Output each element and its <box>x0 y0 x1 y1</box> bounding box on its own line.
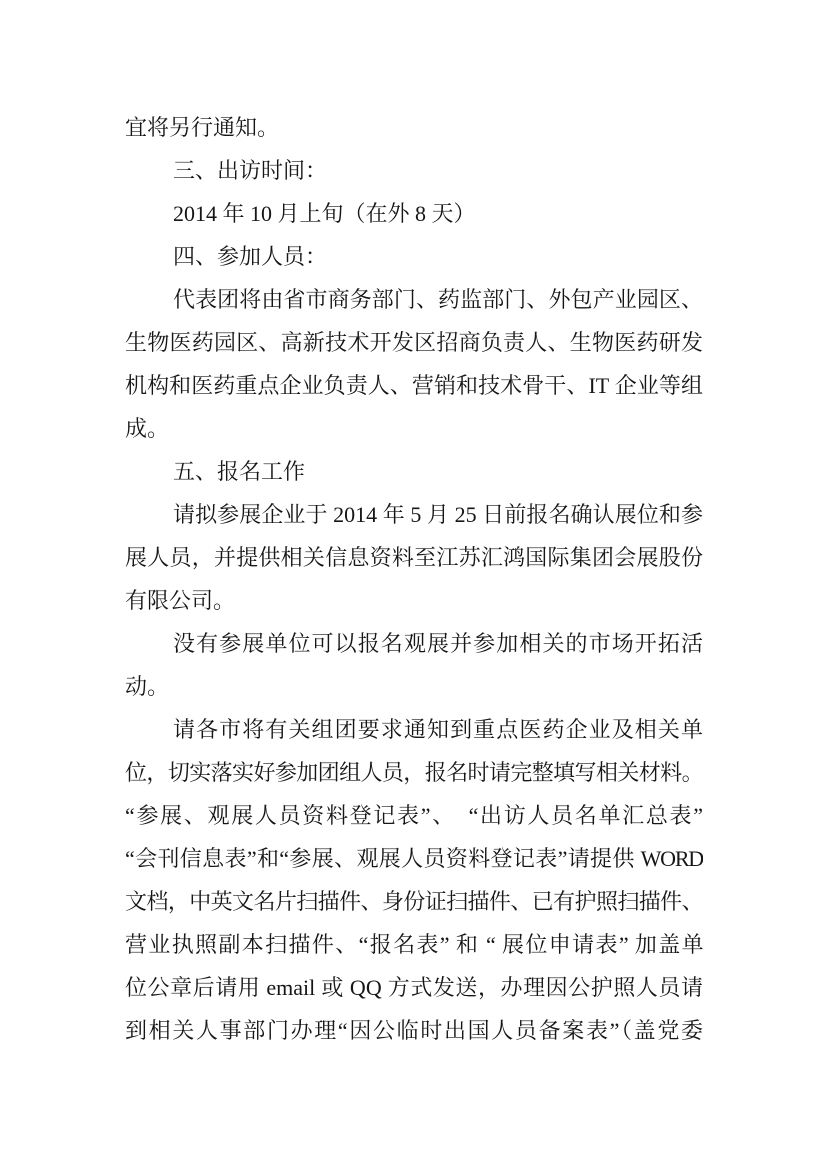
doc-line: 文档，中英文名片扫描件、身份证扫描件、已有护照扫描件、 <box>125 889 703 914</box>
document-text-block <box>125 106 703 1052</box>
doc-line: “参展、观展人员资料登记表”、 “出访人员名单汇总表” <box>125 803 703 828</box>
doc-line: 成。 <box>125 416 170 441</box>
doc-line: 到相关人事部门办理“因公临时出国人员备案表”（盖党委 <box>125 1018 703 1043</box>
doc-line: “会刊信息表”和“参展、观展人员资料登记表”请提供 WORD <box>125 846 703 871</box>
doc-line: 展人员，并提供相关信息资料至江苏汇鸿国际集团会展股份 <box>125 545 703 570</box>
doc-line: 有限公司。 <box>125 588 236 613</box>
doc-line: 位公章后请用 email 或 QQ 方式发送，办理因公护照人员请 <box>125 975 703 1000</box>
doc-line: 宜将另行通知。 <box>125 115 280 140</box>
doc-line: 没有参展单位可以报名观展并参加相关的市场开拓活 <box>173 631 703 656</box>
doc-line: 代表团将由省市商务部门、药监部门、外包产业园区、 <box>173 287 703 312</box>
section-heading: 三、出访时间： <box>173 158 328 183</box>
doc-line: 位，切实落实好参加团组人员，报名时请完整填写相关材料。 <box>125 760 703 785</box>
doc-line: 2014 年 10 月上旬（在外 8 天） <box>173 201 476 226</box>
doc-line: 请各市将有关组团要求通知到重点医药企业及相关单 <box>173 717 703 742</box>
doc-line: 请拟参展企业于 2014 年 5 月 25 日前报名确认展位和参 <box>173 502 703 527</box>
section-heading: 五、报名工作 <box>173 459 306 484</box>
doc-line: 机构和医药重点企业负责人、营销和技术骨干、IT 企业等组 <box>125 373 703 398</box>
section-heading: 四、参加人员： <box>173 244 328 269</box>
doc-line: 生物医药园区、高新技术开发区招商负责人、生物医药研发 <box>125 330 703 355</box>
doc-line: 营业执照副本扫描件、“报名表” 和 “ 展位申请表” 加盖单 <box>125 932 703 957</box>
doc-line: 动。 <box>125 674 170 699</box>
